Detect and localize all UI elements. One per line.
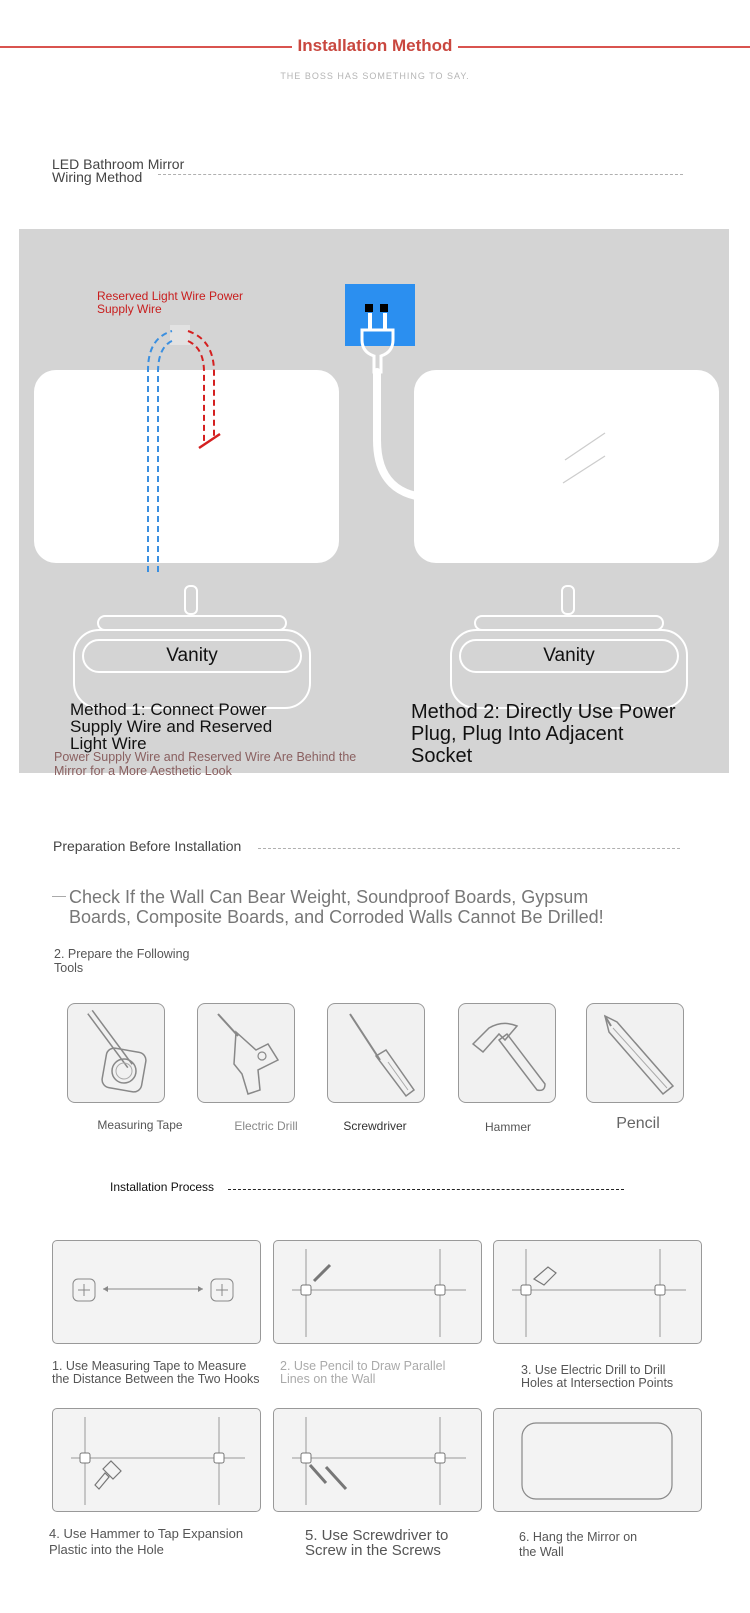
method1-line1: Method 1: Connect Power xyxy=(70,700,267,719)
tool-label-screwdriver: Screwdriver xyxy=(343,1119,407,1133)
tool-electric-drill xyxy=(197,1003,295,1103)
hammer-icon xyxy=(459,1004,555,1102)
step-1-illustration xyxy=(52,1240,261,1344)
wiring-heading-line1: LED Bathroom Mirror xyxy=(52,156,185,172)
step-4-illustration xyxy=(52,1408,261,1512)
wall-check-line1: Check If the Wall Can Bear Weight, Soundproof Boards, Gypsum xyxy=(69,887,589,907)
tool-label-measuring-tape: Measuring Tape xyxy=(97,1118,183,1132)
plug-icon xyxy=(362,313,455,498)
step-2-line1: 2. Use Pencil to Draw Parallel xyxy=(280,1359,446,1373)
method1-note-line2: Mirror for a More Aesthetic Look xyxy=(54,764,232,778)
drill-holes-icon xyxy=(494,1241,702,1344)
tool-screwdriver xyxy=(327,1003,425,1103)
wall-check-line2: Boards, Composite Boards, and Corroded Walls Cannot Be Drilled! xyxy=(69,907,604,927)
process-heading: Installation Process xyxy=(110,1180,215,1194)
step-4-line1: 4. Use Hammer to Tap Expansion xyxy=(49,1526,244,1541)
hammer-plastic-icon xyxy=(53,1409,261,1512)
tools-heading-line1: 2. Prepare the Following xyxy=(54,947,190,961)
step-3-line2: Holes at Intersection Points xyxy=(521,1376,674,1390)
step-1-line1: 1. Use Measuring Tape to Measure xyxy=(52,1359,247,1373)
step-3-label xyxy=(521,1364,673,1390)
page-subtitle: THE BOSS HAS SOMETHING TO SAY. xyxy=(280,71,470,81)
method1-line3: Light Wire xyxy=(70,734,147,753)
tools-heading xyxy=(54,947,190,975)
step-4-label xyxy=(49,1526,243,1558)
vanity-right-label: Vanity xyxy=(543,645,595,666)
method2-line1: Method 2: Directly Use Power xyxy=(411,701,676,723)
step-3-illustration xyxy=(493,1240,702,1344)
wiring-illustration xyxy=(0,0,750,800)
electric-drill-icon xyxy=(198,1004,294,1102)
method1-line2: Supply Wire and Reserved xyxy=(70,717,273,736)
step-4-line2: Plastic into the Hole xyxy=(49,1542,164,1557)
step-5-line2: Screw in the Screws xyxy=(305,1542,441,1559)
junction-box xyxy=(170,325,190,345)
method1-note-line1: Power Supply Wire and Reserved Wire Are Behind the xyxy=(54,750,357,764)
step-2-label xyxy=(280,1360,445,1386)
tool-label-hammer: Hammer xyxy=(484,1120,531,1134)
reserved-wire-label-line1: Reserved Light Wire Power xyxy=(97,289,244,303)
tool-pencil xyxy=(586,1003,684,1103)
hang-mirror-icon xyxy=(494,1409,702,1512)
step-1-label xyxy=(52,1360,260,1386)
wiring-heading-line2: Wiring Method xyxy=(52,169,143,185)
glass-reflection-2 xyxy=(563,456,605,483)
process-heading-divider xyxy=(228,1189,624,1190)
step-1-line2: the Distance Between the Two Hooks xyxy=(52,1372,260,1386)
step-2-illustration xyxy=(273,1240,482,1344)
step-6-label xyxy=(519,1530,637,1560)
method2-line3: Socket xyxy=(411,745,473,767)
step-6-line1: 6. Hang the Mirror on xyxy=(519,1530,638,1544)
step-6-line2: the Wall xyxy=(519,1545,564,1559)
glass-reflection-1 xyxy=(565,433,605,460)
check-marker xyxy=(52,896,66,897)
pencil-lines-icon xyxy=(274,1241,482,1344)
page-title-text: Installation Method xyxy=(292,36,459,55)
tool-measuring-tape xyxy=(67,1003,165,1103)
screwdriver-screws-icon xyxy=(274,1409,482,1512)
step-5-illustration xyxy=(273,1408,482,1512)
hook-measure-icon xyxy=(53,1241,261,1344)
wall-check-warning xyxy=(69,887,629,927)
pencil-icon xyxy=(587,1004,683,1102)
reserved-wire-label-line2: Supply Wire xyxy=(97,302,162,316)
red-wire xyxy=(188,331,214,444)
step-5-label xyxy=(305,1528,448,1558)
screwdriver-icon xyxy=(328,1004,424,1102)
vanity-left-label: Vanity xyxy=(166,645,218,666)
red-wire-end xyxy=(199,434,220,448)
step-6-illustration xyxy=(493,1408,702,1512)
prep-heading-divider xyxy=(258,848,680,849)
step-5-line1: 5. Use Screwdriver to xyxy=(305,1527,449,1544)
blue-wire xyxy=(148,331,174,572)
tool-label-pencil: Pencil xyxy=(616,1115,660,1132)
measuring-tape-icon xyxy=(68,1004,164,1102)
step-3-line1: 3. Use Electric Drill to Drill xyxy=(521,1363,666,1377)
step-2-line2: Lines on the Wall xyxy=(280,1372,376,1386)
tools-heading-line2: Tools xyxy=(54,961,84,975)
tool-hammer xyxy=(458,1003,556,1103)
tool-label-electric-drill: Electric Drill xyxy=(234,1119,298,1133)
prep-heading: Preparation Before Installation xyxy=(53,838,242,854)
method2-line2: Plug, Plug Into Adjacent xyxy=(411,723,624,745)
